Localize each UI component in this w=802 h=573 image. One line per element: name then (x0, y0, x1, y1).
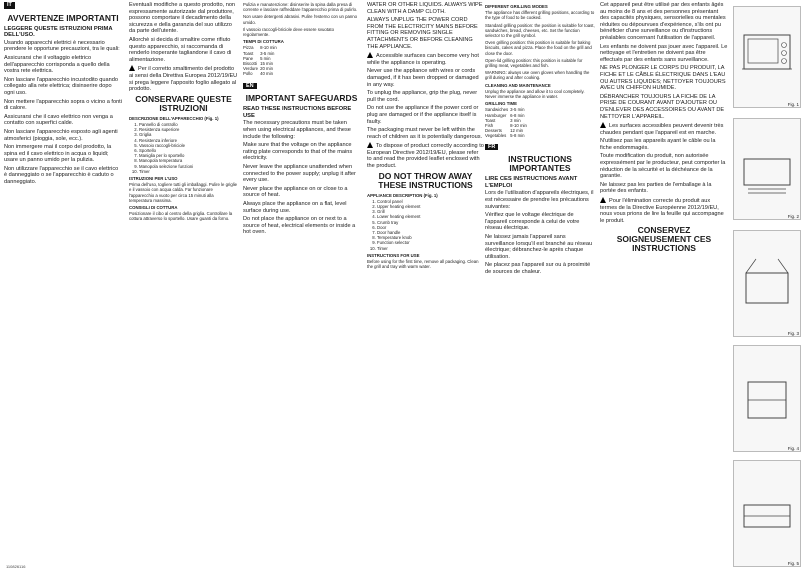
list-item: 5. Vassoio raccogli-briciole (139, 143, 238, 148)
table-row: Toast 3 min (485, 117, 521, 123)
table-row: Verdure 20 min (243, 66, 273, 72)
column-4 (367, 2, 484, 272)
en-subtitle: READ THESE INSTRUCTIONS BEFORE USE (243, 106, 352, 119)
list-item: 6. Door (377, 225, 484, 230)
list-item: 4. Lower heating element (377, 214, 484, 219)
list-item: 3. Griglia (139, 132, 238, 137)
figure-5 (733, 460, 801, 567)
en-paragraph: Never leave the appliance unattended when connected to the power supply; unplug it after every use. (243, 163, 356, 184)
list-item: 9. Manopola selezione funzioni (139, 164, 238, 169)
fr-title: INSTRUCTIONS IMPORTANTES (508, 154, 572, 174)
en-paragraph: The necessary precautions must be taken when using electrical appliances, and these include the following: (243, 120, 351, 140)
en-paragraph: WARNING: always use oven gloves when handling the grill during and after cooking. (485, 70, 590, 81)
en-parts-list (377, 199, 484, 251)
list-item: 10. Timer (377, 246, 484, 251)
warning-icon (367, 142, 373, 148)
italian-column (4, 2, 122, 188)
it-paragraph: Pulizia e manutenzione: disinserire la spina dalla presa di corrente e lasciare raffreddare l'apparecchio prima di pulirlo. (243, 2, 358, 13)
list-item: 4. Resistenza inferiore (139, 138, 238, 143)
it-paragraph: Allorchè si decida di smaltire come rifiuto questo apparecchio, si raccomanda di renderlo inoperante tagliandone il cavo di alimentazione. (129, 36, 232, 63)
cooking-times-table (243, 45, 279, 76)
figure-label: Fig. 2 (787, 214, 799, 219)
figure-3 (733, 230, 801, 337)
it-paragraph: Non lasciare l'apparecchio incustodito quando collegato alla rete elettrica; disinserire dopo ogni uso. (4, 76, 118, 96)
en-paragraph: Oven grilling position: this position is suitable for baking biscuits, cakes and pizza. Place the food on the grill and close the door. (485, 40, 592, 56)
it-paragraph: Non usare detergenti abrasivi. Pulire l'esterno con un panno umido. (243, 14, 358, 25)
list-item: 8. Temperature knob (377, 235, 484, 240)
it-times-title: TEMPI DI COTTURA (243, 39, 284, 45)
it-use-title: ISTRUZIONI PER L'USO (129, 175, 178, 181)
en-paragraph: Always place the appliance on a flat, level surface during use. (243, 200, 347, 214)
fr-paragraph: Toute modification du produit, non autorisée expressément par le producteur, peut comporter la réduction de la sécurité et la déchéance de la garantie. (600, 153, 726, 180)
fr-paragraph: N'utilisez pas les appareils ayant le câble ou la fiche endommagés. (600, 138, 716, 151)
table-row: Pane 5 min (243, 55, 271, 61)
en-cleaning-text: Unplug the appliance and allow it to cool completely. Never immerse the appliance in water. (485, 88, 585, 100)
french-column (600, 2, 728, 256)
en-description-title: APPLIANCE DESCRIPTION (Fig. 1) (367, 192, 438, 198)
column-3 (243, 2, 360, 238)
table-row: Biscotti 15 min (243, 61, 273, 67)
it-cooking-title: CONSIGLI DI COTTURA (129, 204, 178, 210)
figure-4 (733, 345, 801, 452)
list-item: 3. Grill (377, 209, 484, 214)
it-subtitle: LEGGERE QUESTE ISTRUZIONI PRIMA DELL'USO. (4, 25, 113, 39)
grill-diagram-icon (734, 7, 800, 107)
table-row: Desserts 12 min (485, 128, 524, 134)
en-title: IMPORTANT SAFEGUARDS (245, 93, 358, 104)
language-tag-fr: FR (485, 144, 498, 151)
fr-paragraph: Cet appareil peut être utilisé par des enfants âgés au moins de 8 ans et des personnes présentant des capacités physiques, sensorielles ou mentales réduites ou dépourvues d'expérience, s'ils ont pu bénéficier d'une surveillance ou d'instructions préalables concernant l'utilisation de l'appareil. (600, 2, 726, 41)
en-keep-title: DO NOT THROW AWAY THESE INSTRUCTIONS (378, 170, 473, 190)
it-paragraph: Non utilizzare l'apparecchio se il cavo elettrico è danneggiato o se l'apparecchio è caduto o danneggiato. (4, 165, 119, 186)
column-5 (485, 2, 595, 278)
it-paragraph: Non mettere l'apparecchio sopra o vicino a fonti di calore. (4, 98, 122, 112)
grill-open-icon (734, 231, 800, 336)
it-parts-list (139, 122, 238, 174)
it-use-text: Prima dell'uso, togliere tutti gli imballaggi. Pulire le griglie e il vassoio con acqua calda. Far funzionare l'apparecchio a vuoto per circa 15 minuti alla temperatura massima. (129, 182, 238, 203)
fr-paragraph: Vérifiez que le voltage électrique de l'appareil corresponde à celui de votre réseau électrique. (485, 212, 580, 232)
it-keep-title: CONSERVARE QUESTE ISTRUZIONI (135, 93, 232, 113)
grill-tray-icon (734, 119, 800, 219)
fr-paragraph: NE PAS PLONGER LE CORPS DU PRODUIT, LA FICHE ET LE CÂBLE ÉLECTRIQUE DANS L'EAU OU AUTRES LIQUIDES; NETTOYER TOUJOURS AVEC UN CHIFFON HUMIDE. (600, 65, 726, 92)
en-paragraph: Standard grilling position: the position is suitable for toast, sandwiches, bread, cheeses, etc. Set the function selector to the grill symbol. (485, 22, 595, 39)
fr-paragraph: Ne laissez jamais l'appareil sans surveillance lorsqu'il est branché au réseau électrique; débranchez-le après chaque utilisation. (485, 234, 593, 260)
warning-icon (367, 52, 373, 58)
fr-paragraph: DÉBRANCHER TOUJOURS LA FICHE DE LA PRISE DE COURANT AVANT D'AJOUTER OU D'ENLEVER DES ACCESSOIRES OU AVANT DE NETTOYER L'APPAREIL. (600, 93, 725, 120)
en-paragraph: Do not place the appliance on or next to a source of heat, electrical elements or inside a hot oven. (243, 216, 356, 236)
fr-paragraph: Les surfaces accessibles peuvent devenir très chaudes pendant que l'appareil est en marche. (600, 123, 724, 136)
list-item: 1. Pannello di controllo (139, 122, 238, 127)
list-item: 10. Timer (139, 169, 238, 174)
document-code: 110826116 (6, 564, 26, 569)
grilling-modes-title: DIFFERENT GRILLING MODES (485, 4, 548, 9)
en-paragraph: To unplug the appliance, grip the plug, never pull the cord. (367, 90, 478, 103)
fr-paragraph: Ne laissez pas les parties de l'emballage à la portée des enfants. (600, 181, 712, 195)
it-cooking-text: Posizionare il cibo al centro della griglia. Controllare la cottura attraverso lo sportello. Usare guanti da forno. (129, 211, 233, 222)
figure-label: Fig. 4 (787, 446, 799, 451)
fr-keep-title: CONSERVEZ SOIGNEUSEMENT CES INSTRUCTIONS (616, 225, 712, 254)
en-paragraph: WATER OR OTHER LIQUIDS. ALWAYS WIPE CLEAN WITH A DAMP CLOTH. (367, 2, 483, 15)
figure-label: Fig. 5 (787, 561, 799, 566)
it-paragraph: Eventuali modifiche a questo prodotto, non espressamente autorizzate dal produttore, possono comportare il decadimento della sicurezza e della garanzia del suo utilizzo da parte dell'utente. (129, 2, 236, 35)
it-title: AVVERTENZE IMPORTANTI (7, 12, 119, 23)
en-paragraph: ALWAYS UNPLUG THE POWER CORD FROM THE ELECTRICITY MAINS BEFORE FITTING OR REMOVING SINGLE ATTACHMENTS OR BEFORE CLEANING THE APPLIANCE. (367, 17, 478, 50)
figure-1 (733, 6, 801, 108)
en-paragraph: Never place the appliance on or close to a source of heat. (243, 185, 348, 199)
en-use-title: INSTRUCTIONS FOR USE (367, 252, 420, 258)
figure-2 (733, 118, 801, 220)
list-item: 1. Control panel (377, 199, 484, 204)
it-paragraph: Per il corretto smaltimento del prodotto ai sensi della Direttiva Europea 2012/19/EU si prega leggere l'apposito foglio allegato al prodotto. (129, 66, 238, 93)
list-item: 5. Crumb tray (377, 220, 484, 225)
fr-paragraph: Les enfants ne doivent pas jouer avec l'appareil. Le nettoyage et l'entretien ne doivent pas être effectués par des enfants sans surveillance. (600, 43, 728, 63)
en-use-text: Before using for the first time, remove all packaging. Clean the grill and tray with warm water. (367, 259, 479, 270)
warning-icon (600, 197, 606, 203)
list-item: 7. Door handle (377, 230, 484, 235)
list-item: 8. Manopola temperatura (139, 158, 238, 163)
figure-label: Fig. 3 (787, 331, 799, 336)
italian-column-2 (129, 2, 238, 224)
it-paragraph: Assicurarsi che il cavo elettrico non venga a contatto con superfici calde. (4, 113, 113, 127)
en-paragraph: The appliance has different grilling positions, according to the type of food to be cooked. (485, 10, 595, 21)
en-paragraph: To dispose of product correctly according to European Directive 2012/19/EU, please refer to and read the provided leaflet enclosed with the product. (367, 143, 484, 170)
en-paragraph: Never use the appliance with wires or cords damaged, if it has been dropped or damaged in any way. (367, 68, 479, 88)
list-item: 2. Upper heating element (377, 204, 484, 209)
list-item: 2. Resistenza superiore (139, 127, 238, 132)
it-paragraph: Assicurarsi che il voltaggio elettrico dell'apparecchio corrisponda a quello della vostra rete elettrica. (4, 54, 110, 75)
it-paragraph: Non lasciare l'apparecchio esposto agli agenti atmosferici (pioggia, sole, ecc.). (4, 128, 118, 142)
it-description-title: DESCRIZIONE DELL'APPARECCHIO (Fig. 1) (129, 115, 219, 121)
language-tag-en: EN (243, 83, 257, 90)
en-paragraph: Open-lid grilling position: this position is suitable for grilling meat, vegetables and fish. (485, 57, 583, 69)
list-item: 7. Maniglia per lo sportello (139, 153, 238, 158)
figure-label: Fig. 1 (787, 102, 799, 107)
table-row: Pollo 40 min (243, 71, 273, 77)
it-paragraph: Usando apparecchi elettrici è necessario prendere le opportune precauzioni, tra le quali: (4, 39, 120, 53)
en-grilling-time-title: GRILLING TIME (485, 101, 517, 107)
grill-flat-icon (734, 461, 800, 566)
en-cleaning-title: CLEANING AND MAINTENANCE (485, 82, 551, 88)
language-tag-it: IT (4, 2, 15, 9)
table-row: Vegetables 5-8 min (485, 133, 525, 139)
table-row: Fish 8-10 min (485, 123, 527, 129)
table-row: Pizza 8-10 min (243, 45, 277, 51)
list-item: 6. Sportello (139, 148, 238, 153)
en-paragraph: The packaging must never be left within the reach of children as it is potentially dangerous. (367, 127, 483, 140)
grilling-times-table (485, 107, 529, 138)
it-paragraph: Non immergere mai il corpo del prodotto, la spina ed il cavo elettrico in acqua o liquidi; usare un panno umido per la pulizia. (4, 144, 112, 164)
warning-icon (129, 65, 135, 71)
warning-icon (600, 122, 606, 128)
fr-paragraph: Pour l'élimination correcte du produit aux termes de la Directive Européenne 2012/19/EU, nous vous prions de lire la feuille qui accompagne le produit. (600, 198, 724, 224)
fr-paragraph: Lors de l'utilisation d'appareils électriques, il est nécessaire de prendre les précautions suivantes: (485, 190, 594, 210)
it-paragraph: Il vassoio raccogli-briciole deve essere svuotato regolarmente. (243, 26, 334, 38)
fr-paragraph: Ne placez pas l'appareil sur ou à proximité de sources de chaleur. (485, 262, 591, 275)
en-paragraph: Accessible surfaces can become very hot while the appliance is operating. (367, 53, 479, 66)
table-row: Toast 3-5 min (243, 50, 275, 56)
fr-subtitle: LIRE CES INSTRUCTIONS AVANT L'EMPLOI (485, 176, 578, 189)
en-paragraph: Do not use the appliance if the power cord or plug are damaged or if the appliance itself is faulty. (367, 105, 479, 125)
grill-position-icon (734, 346, 800, 451)
en-paragraph: Make sure that the voltage on the appliance rating plate corresponds to that of the mains electricity. (243, 142, 353, 162)
table-row: Hamburger 6-8 min (485, 112, 525, 118)
table-row: Sandwiches 3-5 min (485, 107, 525, 113)
list-item: 9. Function selector (377, 240, 484, 245)
